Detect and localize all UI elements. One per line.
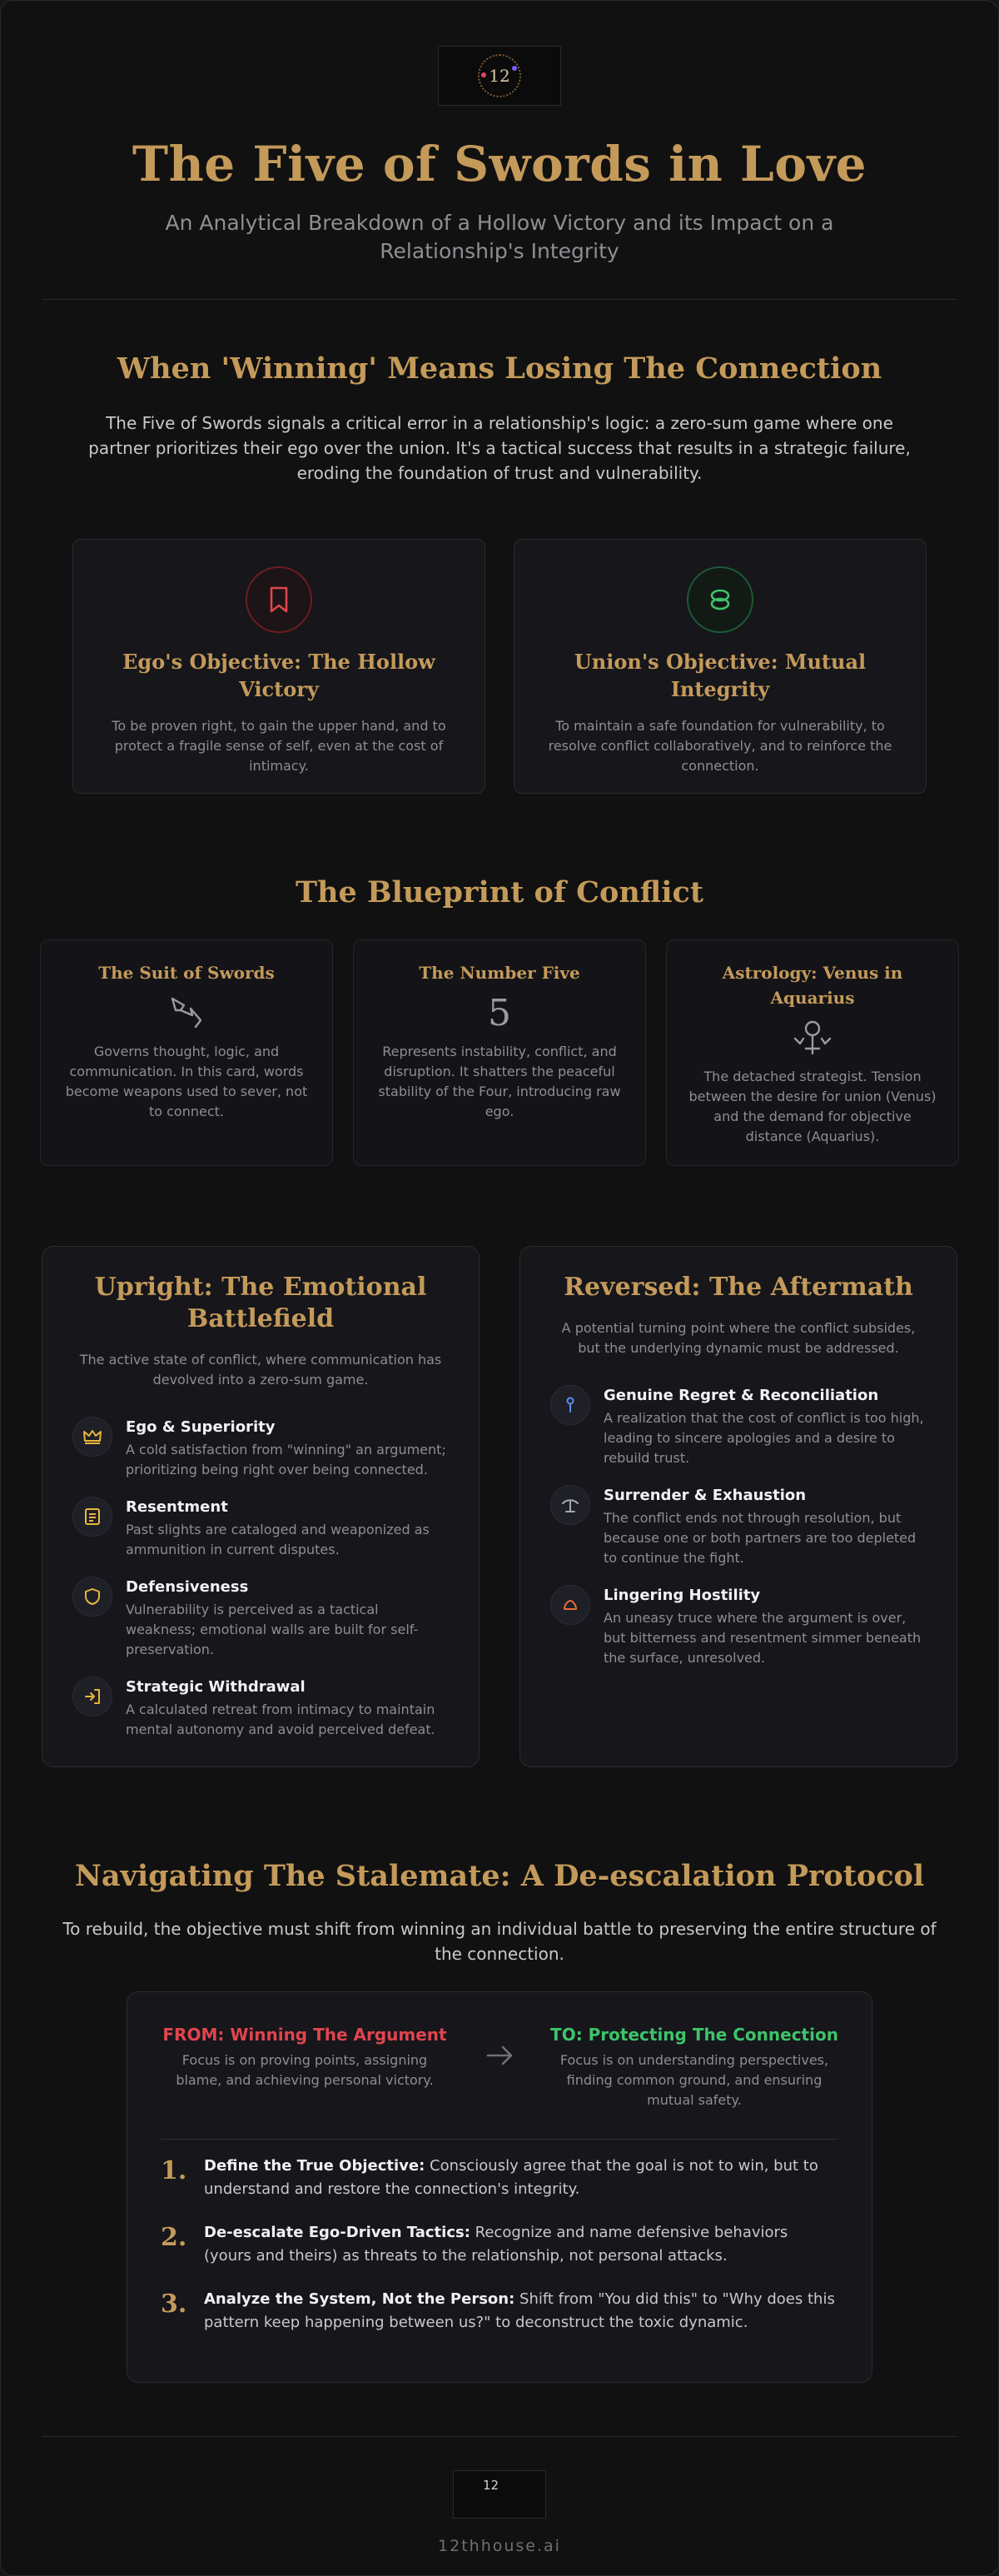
protocol-intro: To rebuild, the objective must shift from winning an individual battle to preserving the entire structure of the connection. (62, 1919, 937, 1964)
blueprint-row (1, 939, 998, 1166)
crown-icon (72, 1417, 112, 1457)
list-item (72, 1417, 449, 1480)
list-item (72, 1497, 449, 1560)
step-bold: Define the True Objective: (204, 2157, 425, 2175)
from-title: FROM: Winning The Argument (162, 2025, 447, 2045)
venus-aquarius-icon (667, 1017, 958, 1059)
step-bold: Analyze the System, Not the Person: (204, 2290, 515, 2308)
reversed-item-title: Surrender & Exhaustion (604, 1487, 807, 1504)
ego-objective-text: To be proven right, to gain the upper hand, and to protect a fragile sense of self, even at the cost of intimacy. (112, 718, 446, 774)
reversed-item-title: Lingering Hostility (604, 1587, 761, 1604)
logo-text: 12 (483, 2478, 500, 2493)
upright-item-text: Past slights are cataloged and weaponized as ammunition in current disputes. (126, 1522, 430, 1557)
upright-item-text: Vulnerability is perceived as a tactical weakness; emotional walls are built for self-preservation. (126, 1602, 419, 1657)
upright-heading: Upright: The Emotional Battlefield (94, 1273, 427, 1333)
section-winning-intro: The Five of Swords signals a critical error in a relationship's logic: a zero-sum game where one partner prioritizes their ego over the union. It's a tactical success that results in a strategic failure, eroding the foundation of trust and vulnerability. (88, 413, 911, 483)
reversed-heading: Reversed: The Aftermath (564, 1273, 913, 1302)
brand-logo (438, 46, 561, 106)
header-divider (42, 299, 957, 300)
section-winning-heading: When 'Winning' Means Losing The Connection (117, 351, 882, 386)
upright-card (42, 1246, 480, 1767)
list-item (550, 1585, 927, 1668)
logo-seal-icon (483, 2478, 516, 2511)
reversed-card (519, 1246, 957, 1767)
page-title: The Five of Swords in Love (132, 136, 867, 192)
step-text: Consciously agree that the goal is not to win, but to understand and restore the connection's integrity. (204, 2157, 818, 2198)
list-item (550, 1485, 927, 1568)
reversed-item-text: The conflict ends not through resolution, but because one or both partners are too depleted to continue the fight. (604, 1510, 917, 1566)
protocol-card (127, 1991, 872, 2383)
reversed-item-text: A realization that the cost of conflict is too high, leading to sincere apologies and a desire to rebuild trust. (604, 1410, 924, 1466)
protocol-divider (161, 2139, 838, 2140)
protocol-step (161, 2288, 838, 2334)
logo-text: 12 (489, 66, 510, 86)
number-five-text: Represents instability, conflict, and disruption. It shatters the peaceful stability of the Four, introducing raw ego. (378, 1044, 621, 1119)
ledger-icon (72, 1497, 112, 1537)
protocol-steps (161, 2155, 838, 2334)
reversed-lead: A potential turning point where the conflict subsides, but the underlying dynamic must be addressed. (561, 1320, 916, 1356)
step-number: 1. (161, 2156, 187, 2185)
footer-divider (42, 2436, 957, 2437)
step-number: 2. (161, 2223, 187, 2252)
astrology-title: Astrology: Venus in Aquarius (722, 963, 903, 1008)
upright-item-text: A calculated retreat from intimacy to maintain mental autonomy and avoid perceived defeat. (126, 1702, 435, 1737)
objectives-row (1, 539, 998, 794)
exit-icon (72, 1677, 112, 1717)
step-bold: De-escalate Ego-Driven Tactics: (204, 2224, 470, 2241)
number-five-card (353, 939, 646, 1166)
step-text: Shift from "You did this" to "Why does this pattern keep happening between us?" to deconstruct the toxic dynamic. (204, 2290, 835, 2331)
suit-of-swords-card (40, 939, 333, 1166)
protocol-step (161, 2155, 838, 2201)
ego-objective-title: Ego's Objective: The Hollow Victory (122, 650, 435, 701)
reversed-item-text: An uneasy truce where the argument is over, but bitterness and resentment simmer beneath the surface, unresolved. (604, 1610, 922, 1666)
to-text: Focus is on understanding perspectives, finding common ground, and ensuring mutual safety. (559, 2052, 829, 2108)
ember-icon (550, 1585, 590, 1625)
list-item (550, 1385, 927, 1468)
union-objective-text: To maintain a safe foundation for vulnerability, to resolve conflict collaboratively, and to reinforce the connection. (548, 718, 892, 774)
astrology-text: The detached strategist. Tension between the desire for union (Venus) and the demand for objective distance (Aquarius). (688, 1069, 937, 1144)
reversed-item-title: Genuine Regret & Reconciliation (604, 1387, 879, 1404)
step-text: Recognize and name defensive behaviors (yours and theirs) as threats to the relationship, not personal attacks. (204, 2224, 788, 2265)
upright-reversed-row (1, 1246, 998, 1767)
to-column (550, 2022, 838, 2110)
protocol-step (161, 2221, 838, 2268)
to-title: TO: Protecting The Connection (550, 2025, 838, 2045)
number-five-title: The Number Five (419, 963, 580, 983)
logo-seal-icon (478, 54, 521, 97)
upright-lead: The active state of conflict, where communication has devolved into a zero-sum game. (79, 1352, 442, 1388)
from-to-row (161, 2022, 838, 2110)
key-icon (550, 1385, 590, 1425)
protocol-heading: Navigating The Stalemate: A De-escalation Protocol (74, 1859, 925, 1893)
from-text: Focus is on proving points, assigning blame, and achieving personal victory. (176, 2052, 434, 2088)
step-number: 3. (161, 2290, 187, 2319)
suit-of-swords-title: The Suit of Swords (98, 963, 275, 983)
bookmark-icon (246, 566, 312, 633)
blueprint-heading: The Blueprint of Conflict (296, 875, 703, 909)
number-five-value: 5 (488, 991, 511, 1034)
link-icon (687, 566, 753, 633)
upright-item-title: Ego & Superiority (126, 1418, 276, 1436)
from-column (161, 2022, 449, 2090)
union-objective-card (514, 539, 927, 794)
footer-logo (453, 2470, 546, 2519)
page-subtitle: An Analytical Breakdown of a Hollow Victory and its Impact on a Relationship's Integrity (165, 211, 834, 263)
upright-item-title: Defensiveness (126, 1578, 249, 1596)
flag-icon (550, 1485, 590, 1525)
astrology-card (666, 939, 959, 1166)
broken-sword-icon (41, 992, 332, 1034)
union-objective-title: Union's Objective: Mutual Integrity (574, 650, 867, 701)
site-url[interactable]: 12thhouse.ai (438, 2537, 561, 2555)
suit-of-swords-text: Governs thought, logic, and communication. In this card, words become weapons used to sever, not to connect. (65, 1044, 308, 1119)
upright-item-title: Strategic Withdrawal (126, 1678, 306, 1696)
arrow-right-icon (466, 2022, 533, 2089)
ego-objective-card (72, 539, 485, 794)
shield-icon (72, 1577, 112, 1617)
upright-item-title: Resentment (126, 1498, 228, 1516)
list-item (72, 1577, 449, 1660)
list-item (72, 1677, 449, 1740)
upright-item-text: A cold satisfaction from "winning" an argument; prioritizing being right over being connected. (126, 1442, 446, 1477)
